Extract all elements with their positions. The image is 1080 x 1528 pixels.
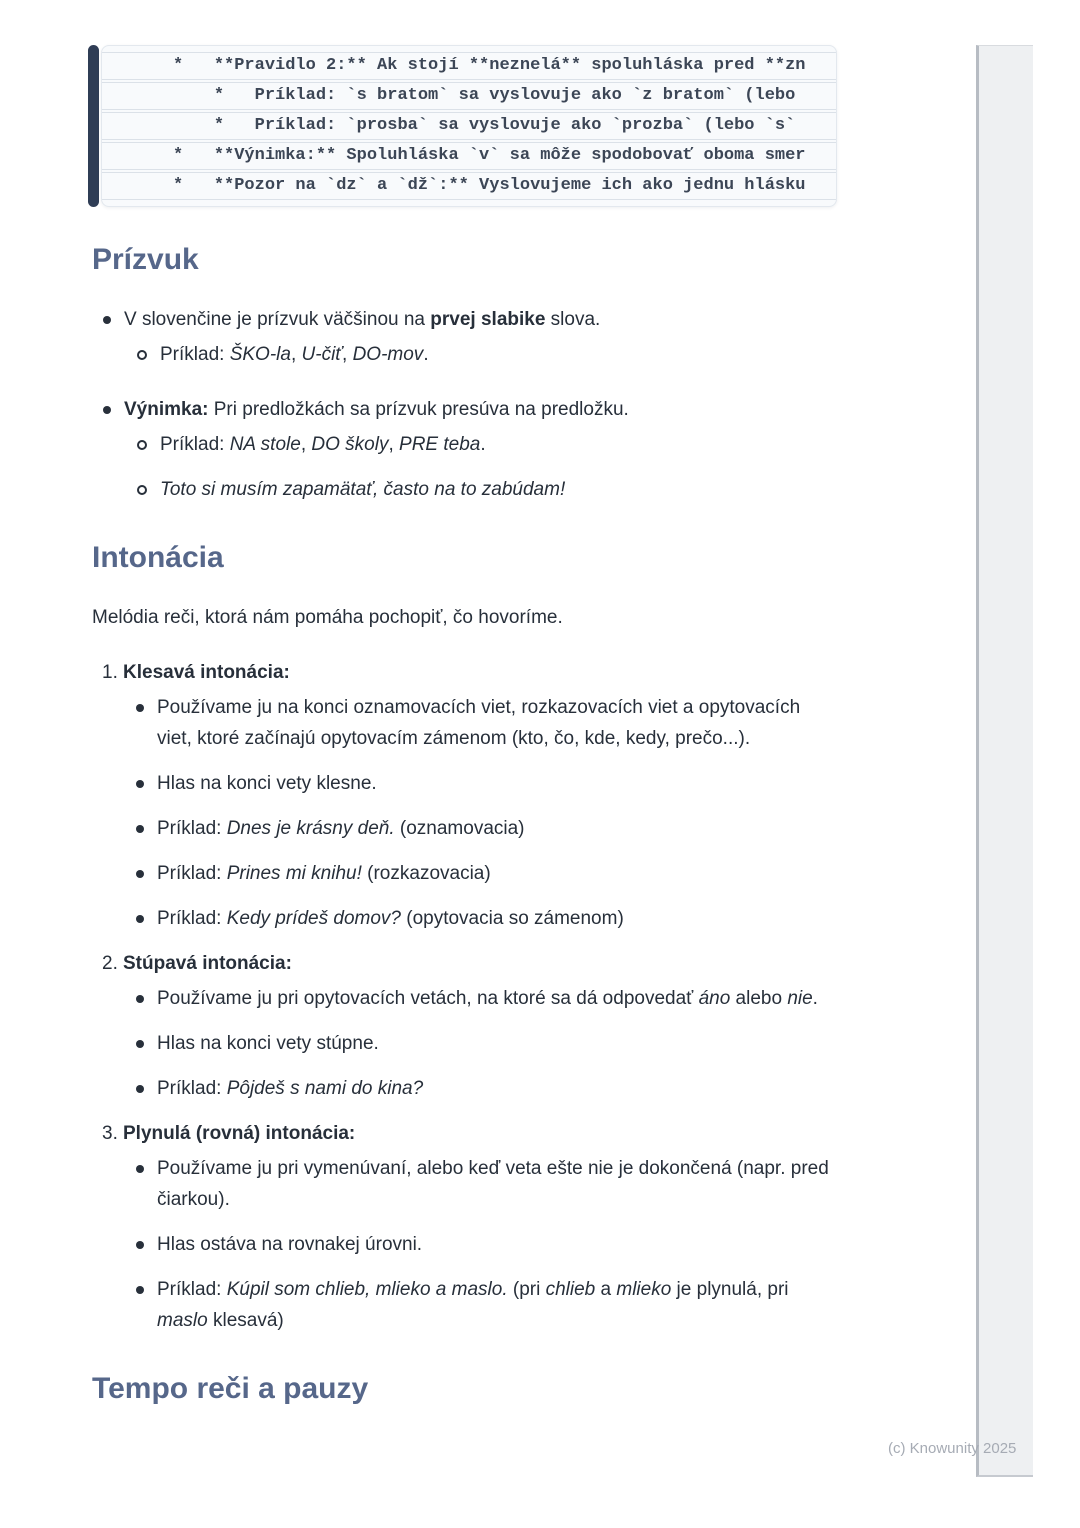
text-segment: Príklad: [157,1078,227,1099]
bullet-list [123,692,837,934]
list-item-body [157,858,837,889]
text-segment: V slovenčine je prízvuk väčšinou na [124,309,431,330]
list-item [136,858,837,889]
text-segment: Toto si musím zapamätať, často na to zabúdam! [160,479,566,500]
bullet-icon [136,870,144,878]
text-segment: . [812,988,818,1009]
list-item [92,304,837,370]
list-number: 3. [102,1123,118,1144]
text-segment: (opytovacia so zámenom) [400,908,624,929]
document-page [92,45,837,1433]
list-item [136,1229,837,1260]
list-item-text [157,903,837,934]
list-item-body [157,692,837,754]
list-item-body [157,1028,837,1059]
text-segment: Pri predložkách sa prízvuk presúva na predložku. [208,399,629,420]
ordered-list [92,657,837,1336]
text-segment: , [290,344,302,365]
code-line: * Príklad: `s bratom` sa vyslovuje ako `z bratom` (lebo [102,82,836,110]
list-item-body [160,474,837,505]
list-item [136,768,837,799]
bullet-list [123,983,837,1104]
text-segment: Hlas na konci vety klesne. [157,773,377,794]
text-segment: . [423,344,429,365]
text-segment: alebo [730,988,788,1009]
page-side-panel [976,45,1033,1477]
list-item [136,813,837,844]
list-item [137,429,837,460]
text-segment: Prines mi knihu! [226,863,362,884]
bullet-list [92,304,837,505]
list-item-body [157,1229,837,1260]
list-item [136,1073,837,1104]
list-item [92,394,837,505]
circle-bullet-icon [137,485,147,495]
bullet-icon [136,1040,144,1048]
text-segment: Príklad: [157,1279,227,1300]
text-segment: klesavá) [207,1310,284,1331]
bullet-icon [136,780,144,788]
list-item [92,1118,837,1336]
list-item [92,657,837,934]
list-item-text [160,429,837,460]
list-item-text [160,339,837,370]
text-segment: . [480,434,486,455]
list-item-body [157,1274,837,1336]
text-segment: Stúpavá intonácia: [123,953,292,974]
text-segment: slova. [545,309,601,330]
list-item-text [124,394,837,425]
text-segment: ŠKO-la [229,344,291,365]
code-line: * **Výnimka:** Spoluhláska `v` sa môže spodobovať oboma smer [102,142,836,170]
list-item-body [157,813,837,844]
list-item-body [157,1153,837,1215]
text-segment: Hlas ostáva na rovnakej úrovni. [157,1234,423,1255]
bullet-icon [136,915,144,923]
list-item [136,1153,837,1215]
text-segment: Dnes je krásny deň. [226,818,395,839]
bullet-list [123,1153,837,1336]
text-segment: Používame ju na konci oznamovacích viet, rozkazovacích viet a opytovacích viet, ktoré začínajú opytovacím zámenom (kto, čo, kde, kedy, prečo...). [157,697,801,749]
list-item-body [157,983,837,1014]
text-segment: (pri [507,1279,546,1300]
list-item [136,903,837,934]
list-item [137,474,837,505]
bullet-icon [136,1165,144,1173]
text-segment: áno [698,988,731,1009]
list-item-text [157,858,837,889]
bullet-icon [136,995,144,1003]
paragraph [92,602,837,633]
text-segment: maslo [157,1310,208,1331]
text-segment: Kedy prídeš domov? [226,908,401,929]
code-line: * Príklad: `prosba` sa vyslovuje ako `prozba` (lebo `s` [102,112,836,140]
text-segment: Melódia reči, ktorá nám pomáha pochopiť, čo hovoríme. [92,607,563,628]
bullet-icon [136,1241,144,1249]
circle-bullet-icon [137,350,147,360]
text-segment: Výnimka: [124,399,209,420]
bullet-icon [136,825,144,833]
list-item-text [123,948,837,979]
list-item-body [160,429,837,460]
text-segment: Príklad: [157,818,227,839]
list-item-body [123,948,837,1104]
list-item-text [124,304,837,335]
list-item-text [157,1229,837,1260]
text-segment: Klesavá intonácia: [123,662,290,683]
text-segment: Kúpil som chlieb, mlieko a maslo. [226,1279,508,1300]
code-block-accent-bar [88,45,99,207]
text-segment: je plynulá, pri [671,1279,789,1300]
list-item-text [157,983,837,1014]
text-segment: PRE teba [399,434,481,455]
text-segment: Plynulá (rovná) intonácia: [123,1123,356,1144]
list-item-body [123,1118,837,1336]
text-segment: a [595,1279,617,1300]
list-item-text [157,768,837,799]
list-item-body [157,903,837,934]
text-segment: Príklad: [160,434,230,455]
list-item-body [124,304,837,370]
text-segment: Používame ju pri opytovacích vetách, na ktoré sa dá odpovedať [157,988,699,1009]
text-segment: U-čiť [301,344,343,365]
text-segment: prvej slabike [430,309,546,330]
text-segment: (oznamovacia) [394,818,525,839]
section-heading: Tempo reči a pauzy [92,1372,369,1405]
list-item-text [123,657,837,688]
list-item-body [157,1073,837,1104]
text-segment: Používame ju pri vymenúvaní, alebo keď veta ešte nie je dokončená (napr. pred čiarkou). [157,1158,829,1210]
text-segment: mlieko [616,1279,672,1300]
text-segment: chlieb [545,1279,596,1300]
code-line: * **Pozor na `dz` a `dž`:** Vyslovujeme ich ako jednu hlásku [102,172,836,200]
list-number: 2. [102,953,118,974]
text-segment: , [300,434,312,455]
text-segment: nie [787,988,813,1009]
code-line: * **Pravidlo 2:** Ak stojí **neznelá** spoluhláska pred **zn [102,52,836,80]
list-item-body [160,339,837,370]
bullet-icon [136,1286,144,1294]
text-segment: Príklad: [157,908,227,929]
text-segment: , [342,344,353,365]
list-item [136,983,837,1014]
text-segment: DO školy [311,434,389,455]
list-item-text [123,1118,837,1149]
list-item-text [157,692,837,754]
text-segment: DO-mov [352,344,424,365]
list-item-body [124,394,837,505]
list-number: 1. [102,662,118,683]
list-item [92,948,837,1104]
section-heading: Intonácia [92,541,224,574]
bullet-icon [136,1085,144,1093]
list-item [137,339,837,370]
list-item-text [160,474,837,505]
watermark: (c) Knowunity 2025 [888,1440,1017,1457]
list-item-text [157,1028,837,1059]
list-item-text [157,1153,837,1215]
list-item [136,1274,837,1336]
code-block [88,45,837,207]
bullet-icon [103,316,111,324]
text-segment: Pôjdeš s nami do kina? [226,1078,424,1099]
list-item-body [157,768,837,799]
text-segment: Príklad: [157,863,227,884]
bullet-icon [136,704,144,712]
bullet-list [124,429,837,505]
text-segment: , [388,434,400,455]
circle-bullet-icon [137,440,147,450]
bullet-icon [103,406,111,414]
list-item-text [157,813,837,844]
bullet-list [124,339,837,370]
text-segment: Hlas na konci vety stúpne. [157,1033,379,1054]
list-item [136,1028,837,1059]
list-item [136,692,837,754]
code-panel [101,45,837,207]
text-segment: Príklad: [160,344,230,365]
list-item-body [123,657,837,934]
list-item-text [157,1274,837,1336]
text-segment: (rozkazovacia) [361,863,491,884]
section-heading: Prízvuk [92,243,199,276]
list-item-text [157,1073,837,1104]
text-segment: NA stole [229,434,301,455]
